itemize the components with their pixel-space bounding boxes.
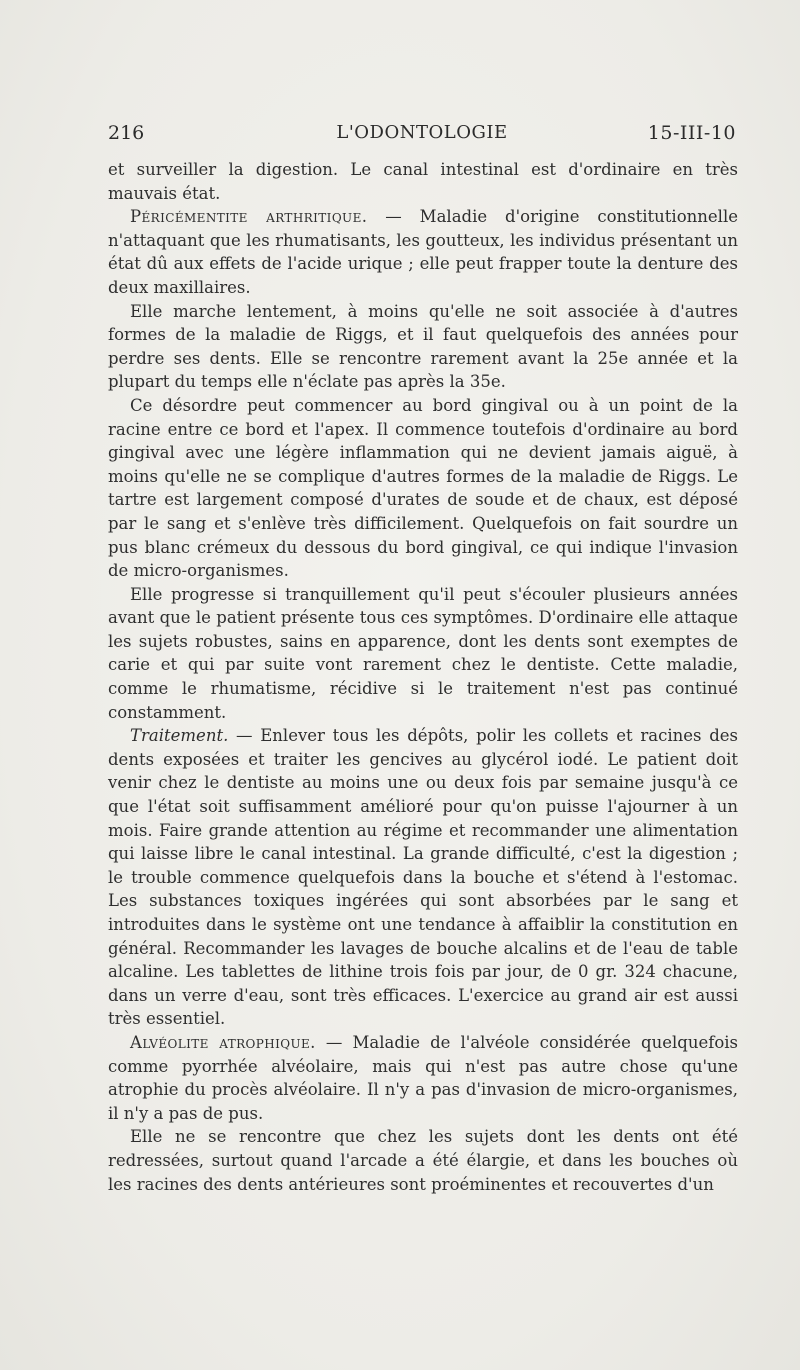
section-heading: Alvéolite atrophique. xyxy=(130,1032,316,1052)
paragraph-text: — Maladie de l'alvéole considérée quelquefois comme pyorrhée alvéolaire, mais qui n'est pas autre chose qu'une atrophie du procès alvéolaire. Il n'y a pas d'invasion de micro-organismes, il n'y a pas de pus. xyxy=(108,1032,738,1123)
section-heading: Péricémentite arthritique. xyxy=(130,207,368,227)
paragraph-text: Elle ne se rencontre que chez les sujets dont les dents ont été redressées, surtout quand l'arcade a été élargie, et dans les bouches où les racines des dents antérieures sont proéminentes et recouvertes d'un xyxy=(108,1127,738,1194)
page-number: 216 xyxy=(108,122,145,144)
article-body xyxy=(108,158,738,1196)
paragraph xyxy=(108,1031,738,1125)
paragraph-text: Elle marche lentement, à moins qu'elle ne soit associée à d'autres formes de la maladie de Riggs, et il faut quelquefois des années pour perdre ses dents. Elle se rencontre rarement avant la 25e année et la plupart du temps elle n'éclate pas après la 35e. xyxy=(108,301,738,392)
running-header xyxy=(108,122,736,150)
journal-title: L'ODONTOLOGIE xyxy=(336,122,508,143)
paragraph xyxy=(108,1125,738,1196)
paragraph-text: et surveiller la digestion. Le canal intestinal est d'ordinaire en très mauvais état. xyxy=(108,160,738,203)
issue-date: 15-III-10 xyxy=(647,122,736,144)
paragraph-text: — Maladie d'origine constitutionnelle n'attaquant que les rhumatisants, les goutteux, les individus présentant un état dû aux effets de l'acide urique ; elle peut frapper toute la denture des deux maxillaires. xyxy=(108,207,738,297)
paragraph xyxy=(108,300,738,394)
paragraph-text: Ce désordre peut commencer au bord gingival ou à un point de la racine entre ce bord et l'apex. Il commence toutefois d'ordinaire au bord gingival avec une légère inflammation qui ne devient jamais aiguë, à moins qu'elle ne se complique d'autres formes de la maladie de Riggs. Le tartre est largement composé d'urates de soude et de chaux, est déposé par le sang et s'enlève très difficilement. Quelquefois on fait sourdre un pus blanc crémeux du dessous du bord gingival, ce qui indique l'invasion de micro-organismes. xyxy=(108,395,738,581)
paragraph xyxy=(108,158,738,205)
paragraph xyxy=(108,394,738,583)
paragraph xyxy=(108,724,738,1031)
paragraph-text: — Enlever tous les dépôts, polir les collets et racines des dents exposées et traiter les gencives au glycérol iodé. Le patient doit venir chez le dentiste au moins une ou deux fois par semaine jusqu'à ce que l'état soit suffisamment amélioré pour qu'on puisse l'ajourner à un mois. Faire grande attention au régime et recommander une alimentation qui laisse libre le canal intestinal. La grande difficulté, c'est la digestion ; le trouble commence quelquefois dans la bouche et s'étend à l'estomac. Les substances toxiques ingérées qui sont absorbées par le sang et introduites dans le système ont une tendance à affaiblir la constitution en général. Recommander les lavages de bouche alcalins et de l'eau de table alcaline. Les tablettes de lithine trois fois par jour, de 0 gr. 324 chacune, dans un verre d'eau, sont très efficaces. L'exercice au grand air est aussi très essentiel. xyxy=(108,726,738,1029)
section-heading: Traitement. xyxy=(130,726,229,746)
paragraph xyxy=(108,583,738,725)
paragraph-text: Elle progresse si tranquillement qu'il peut s'écouler plusieurs années avant que le patient présente tous ces symptômes. D'ordinaire elle attaque les sujets robustes, sains en apparence, dont les dents sont exemptes de carie et qui par suite vont rarement chez le dentiste. Cette maladie, comme le rhumatisme, récidive si le traitement n'est pas continué constamment. xyxy=(108,584,738,722)
paragraph xyxy=(108,205,738,299)
